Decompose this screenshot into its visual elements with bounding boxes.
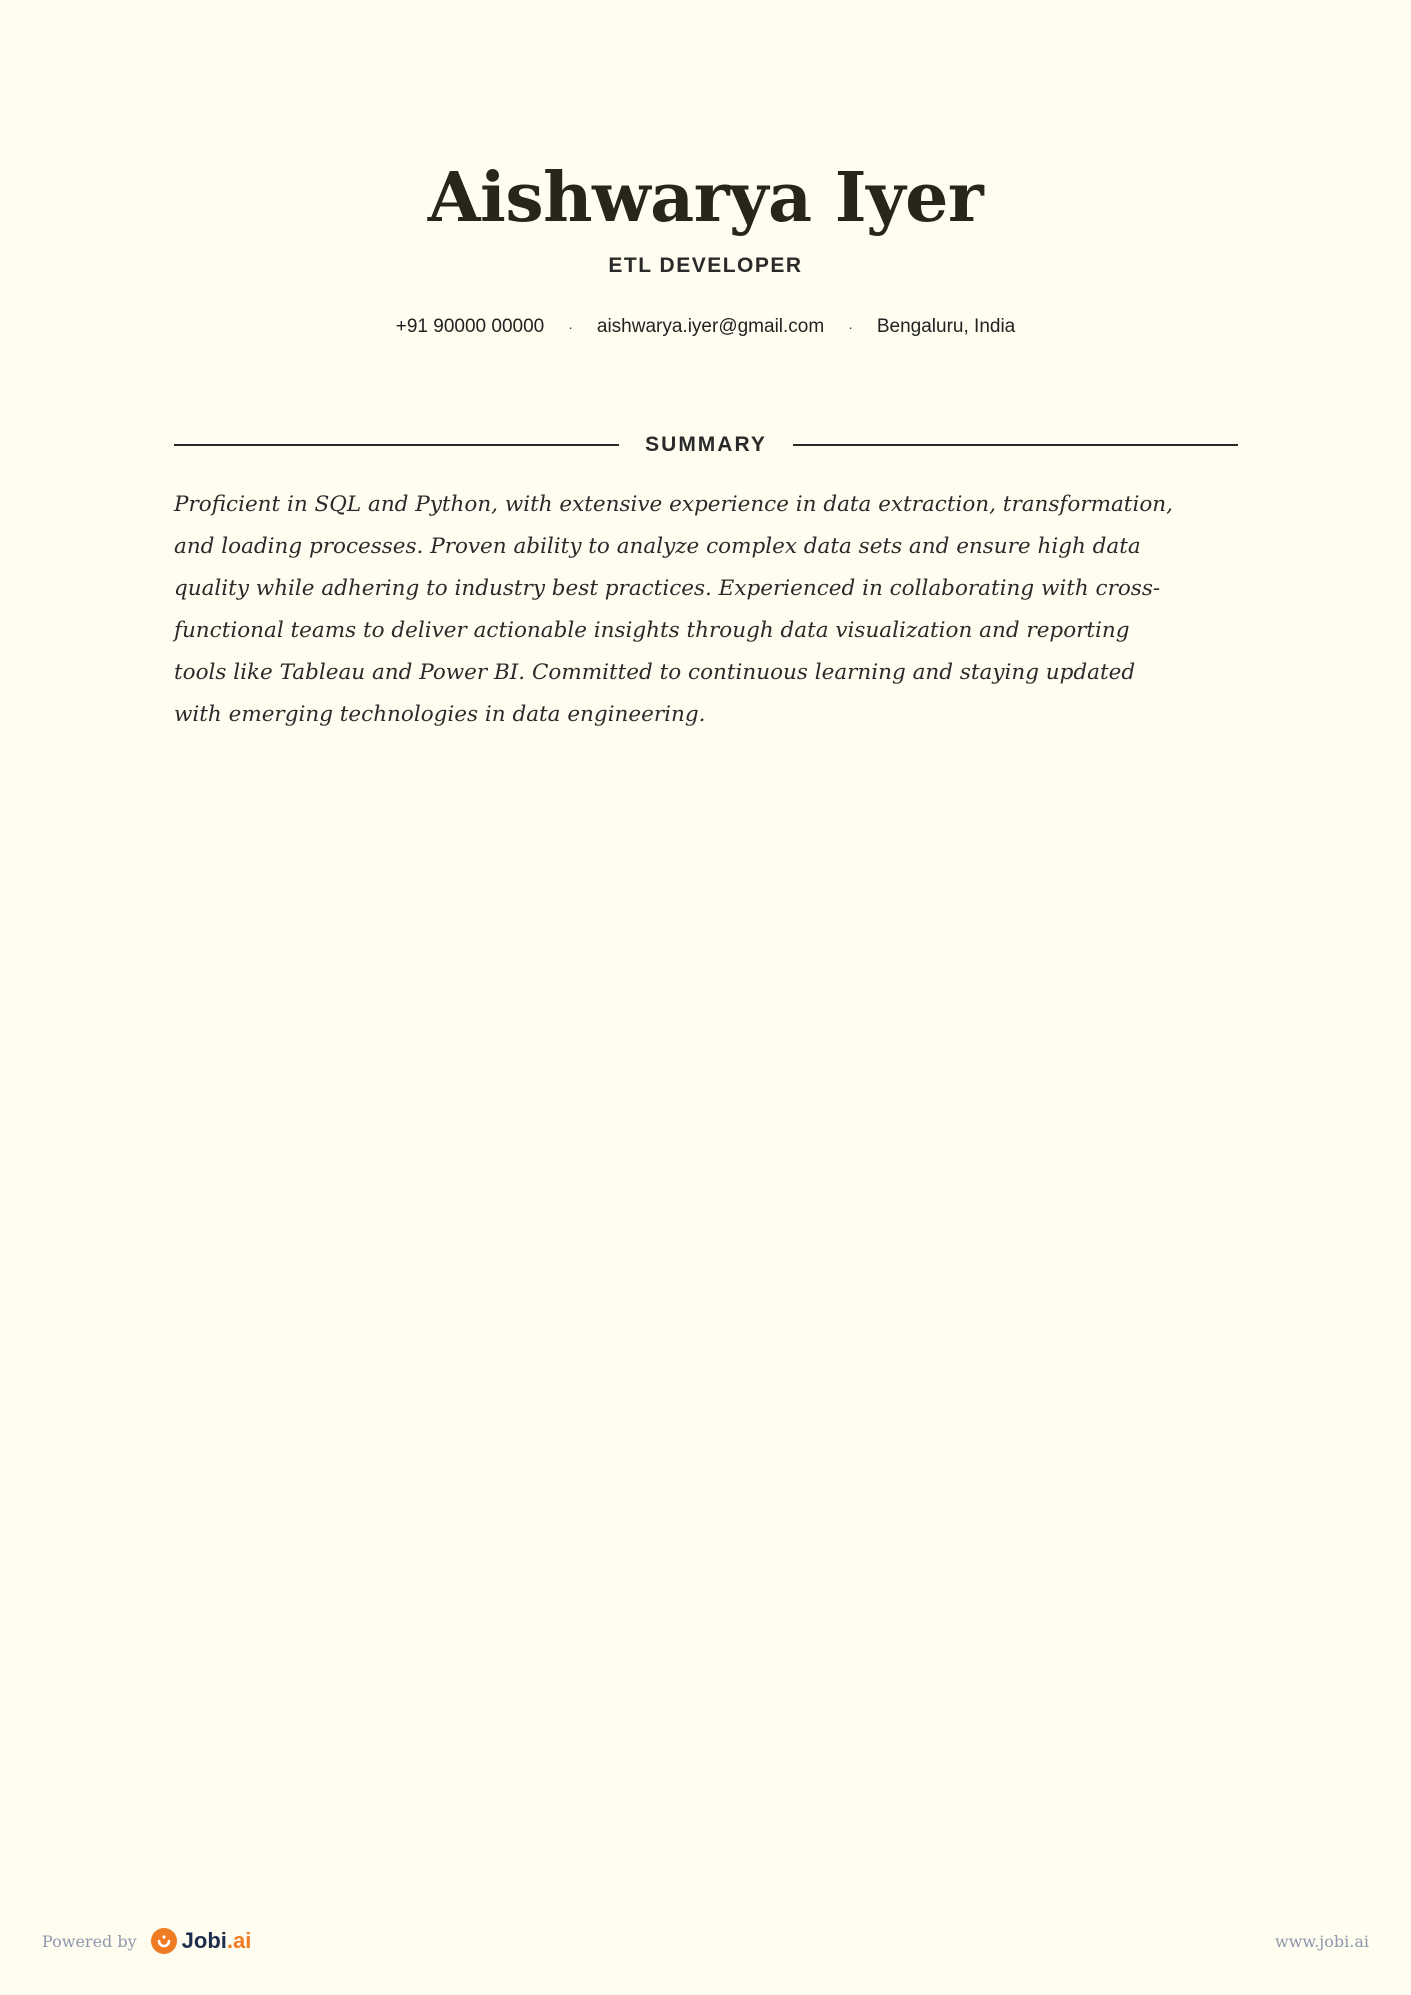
jobi-logo[interactable] xyxy=(151,1928,252,1954)
divider-left xyxy=(174,444,619,446)
job-title: ETL DEVELOPER xyxy=(608,254,803,277)
summary-line: functional teams to deliver actionable insights through data visualization and reporting xyxy=(174,618,1130,643)
logo-brand: Jobi xyxy=(181,1928,227,1953)
contact-separator: · xyxy=(848,319,853,335)
summary-heading: SUMMARY xyxy=(645,433,767,456)
jobi-logo-icon xyxy=(151,1928,177,1954)
logo-suffix: .ai xyxy=(226,1928,252,1953)
contact-separator: · xyxy=(568,319,573,335)
summary-section-header xyxy=(174,430,1238,460)
summary-line: tools like Tableau and Power BI. Committed to continuous learning and staying updated xyxy=(174,660,1136,685)
powered-by-label: Powered by xyxy=(42,1931,137,1951)
summary-line: with emerging technologies in data engineering. xyxy=(174,702,706,727)
divider-right xyxy=(793,444,1238,446)
summary-text xyxy=(174,484,1238,736)
candidate-name: Aishwarya Iyer xyxy=(427,158,984,238)
summary-line: quality while adhering to industry best practices. Experienced in collaborating with cross- xyxy=(174,576,1161,601)
website-link[interactable]: www.jobi.ai xyxy=(1275,1932,1369,1951)
summary-line: and loading processes. Proven ability to analyze complex data sets and ensure high data xyxy=(174,534,1141,559)
footer-powered-by xyxy=(42,1928,251,1954)
phone-number: +91 90000 00000 xyxy=(395,316,545,337)
location: Bengaluru, India xyxy=(876,316,1016,337)
summary-line: Proficient in SQL and Python, with extensive experience in data extraction, transformation, xyxy=(174,492,1173,517)
contact-row xyxy=(0,316,1411,338)
email-address: aishwarya.iyer@gmail.com xyxy=(596,316,825,337)
